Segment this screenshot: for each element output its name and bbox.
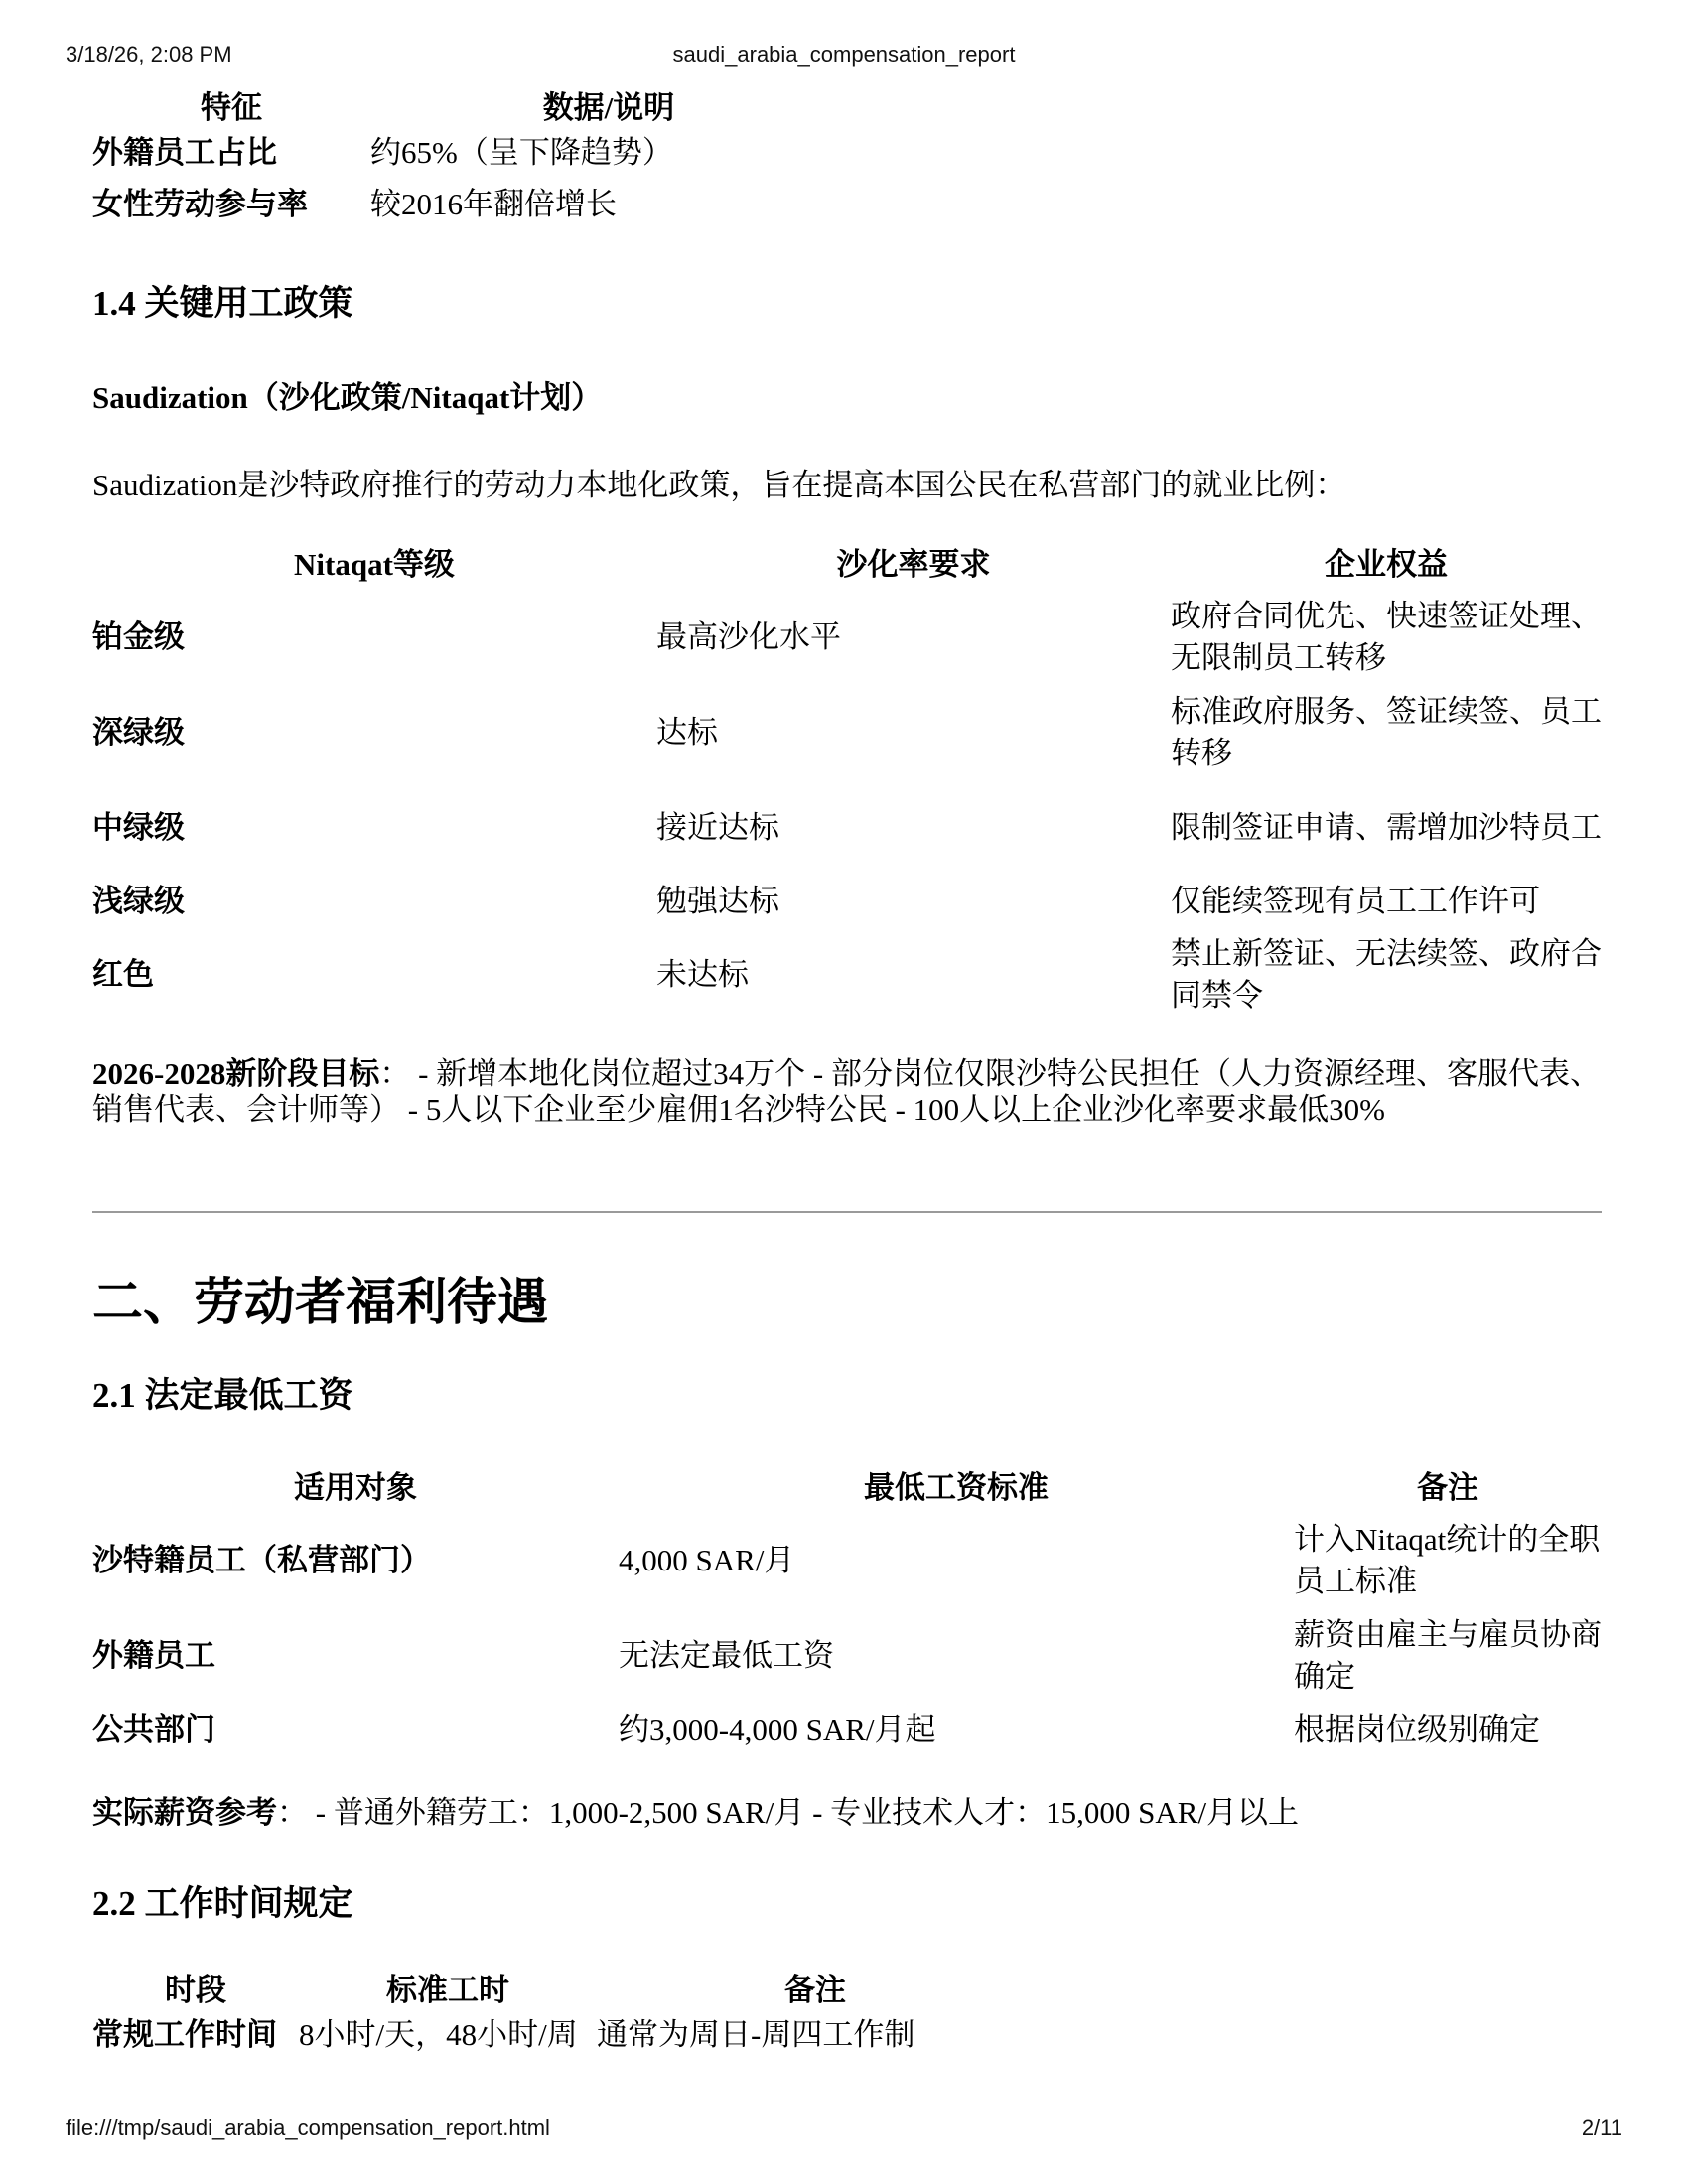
table-row: 中绿级 接近达标 限制签证申请、需增加沙特员工 (92, 810, 1602, 845)
print-datetime: 3/18/26, 2:08 PM (66, 42, 232, 67)
salary-reference-text: ： - 普通外籍劳工：1,000-2,500 SAR/月 - 专业技术人才：15,000 SAR/月以上 (277, 1795, 1300, 1830)
table-header: 沙化率要求 (836, 546, 991, 582)
targets-paragraph (92, 1056, 1602, 1128)
table-header: Nitaqat等级 (294, 546, 455, 582)
table-row: 公共部门 约3,000-4,000 SAR/月起 根据岗位级别确定 (92, 1712, 1540, 1747)
targets-text: ： - 新增本地化岗位超过34万个 - 部分岗位仅限沙特公民担任（人力资源经理、客服代表、销售代表、会计师等） - 5人以下企业至少雇佣1名沙特公民 - 100人以上企业沙化率要求最低30% (92, 1056, 1601, 1127)
print-file-path: file:///tmp/saudi_arabia_compensation_report.html (66, 2116, 550, 2140)
minimum-wage-table (92, 1455, 1602, 1757)
table-row: 深绿级 达标 标准政府服务、签证续签、员工转移 (92, 694, 1602, 770)
section-heading-1-4: 1.4 关键用工政策 (92, 284, 353, 323)
section-heading-2-1: 2.1 法定最低工资 (92, 1376, 353, 1415)
page-number: 2/11 (1581, 2116, 1622, 2140)
table-header: 数据/说明 (542, 89, 675, 125)
section-divider (92, 1211, 1602, 1213)
table-row: 沙特籍员工（私营部门） 4,000 SAR/月 计入Nitaqat统计的全职员工标准 (92, 1522, 1601, 1598)
table-row: 外籍员工 无法定最低工资 薪资由雇主与雇员协商确定 (92, 1617, 1602, 1694)
table-row: 女性劳动参与率 较2016年翻倍增长 (92, 187, 617, 221)
table-header: 企业权益 (1325, 546, 1448, 582)
salary-reference-label: 实际薪资参考 (92, 1795, 277, 1830)
salary-reference (92, 1787, 1299, 1832)
saudization-intro: Saudization是沙特政府推行的劳动力本地化政策，旨在提高本国公民在私营部门的就业比例： (92, 468, 1346, 502)
table-row: 浅绿级 勉强达标 仅能续签现有员工工作许可 (92, 884, 1540, 918)
table-row: 外籍员工占比 约65%（呈下降趋势） (92, 135, 673, 170)
table-header: 时段 (165, 1972, 226, 2007)
table-header: 备注 (784, 1972, 846, 2007)
table-header: 标准工时 (386, 1972, 509, 2007)
table-row: 常规工作时间 8小时/天，48小时/周 通常为周日-周四工作制 (92, 2017, 915, 2052)
working-hours-table (92, 1964, 1034, 2061)
nitaqat-table (92, 532, 1602, 1023)
characteristics-table (92, 81, 847, 230)
table-row: 铂金级 最高沙化水平 政府合同优先、快速签证处理、无限制员工转移 (92, 599, 1602, 675)
table-header: 备注 (1417, 1469, 1478, 1505)
part-2-title: 二、劳动者福利待遇 (92, 1276, 549, 1331)
print-doc-title: saudi_arabia_compensation_report (672, 42, 1016, 67)
table-row: 红色 未达标 禁止新签证、无法续签、政府合同禁令 (92, 936, 1602, 1013)
saudization-subheading: Saudization（沙化政策/Nitaqat计划） (92, 380, 603, 415)
table-header: 适用对象 (294, 1469, 417, 1505)
table-header: 最低工资标准 (864, 1469, 1049, 1505)
section-heading-2-2: 2.2 工作时间规定 (92, 1884, 353, 1923)
table-header: 特征 (201, 89, 262, 125)
targets-label: 2026-2028新阶段目标 (92, 1056, 380, 1091)
